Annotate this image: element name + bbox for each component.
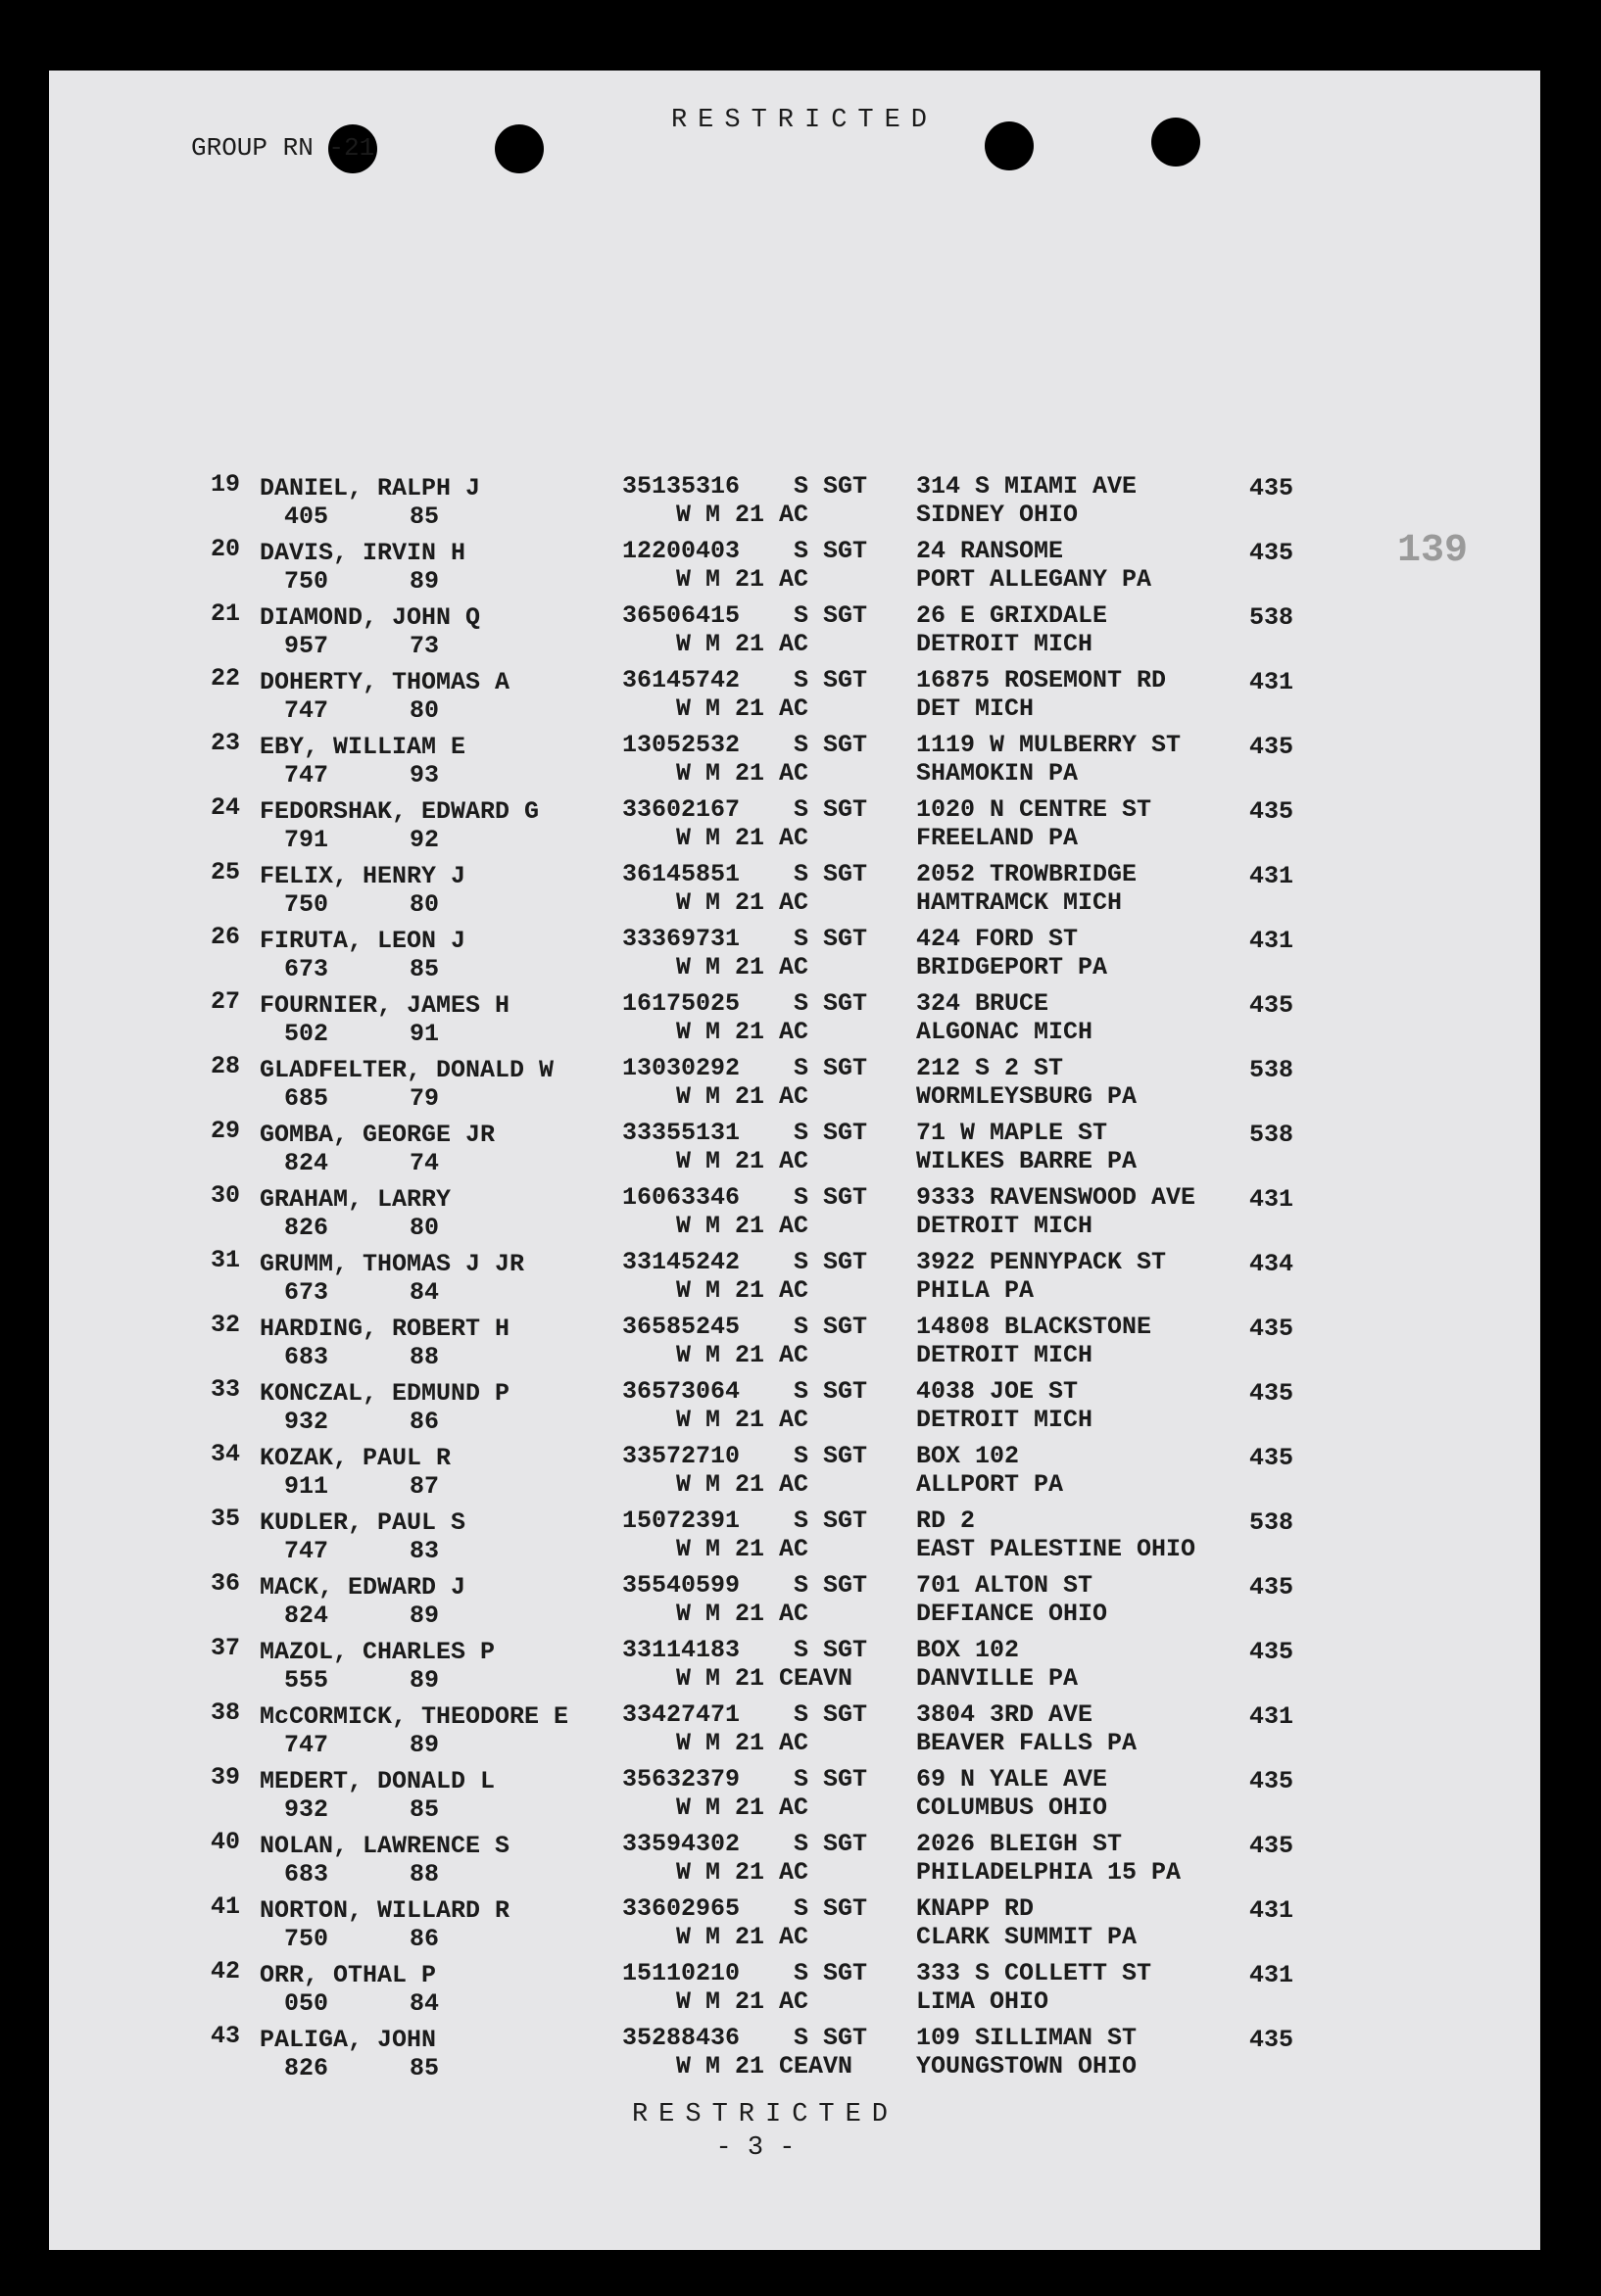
entry-number: 22	[210, 664, 240, 693]
serial-number: 33602965	[622, 1894, 741, 1923]
list-item	[49, 987, 1540, 1052]
rank: S SGT	[794, 795, 868, 824]
rank: S SGT	[794, 731, 868, 759]
unit-designation: W M 21 AC	[676, 1729, 809, 1757]
person-name: MAZOL, CHARLES P	[260, 1638, 496, 1666]
entry-code-a: 747	[284, 1537, 329, 1565]
entry-code-a: 911	[284, 1472, 329, 1501]
address-line-1: BOX 102	[916, 1442, 1020, 1470]
address-line-1: 9333 RAVENSWOOD AVE	[916, 1183, 1196, 1212]
serial-number: 33369731	[622, 925, 741, 953]
classification-code: 435	[1249, 1638, 1294, 1666]
classification-code: 435	[1249, 2026, 1294, 2054]
person-name: MEDERT, DONALD L	[260, 1767, 496, 1795]
person-name: McCORMICK, THEODORE E	[260, 1702, 569, 1731]
serial-number: 33572710	[622, 1442, 741, 1470]
unit-designation: W M 21 AC	[676, 1406, 809, 1434]
classification-code: 435	[1249, 991, 1294, 1020]
person-name: GLADFELTER, DONALD W	[260, 1056, 555, 1084]
list-item	[49, 1569, 1540, 1634]
entry-code-a: 750	[284, 1925, 329, 1953]
entry-code-a: 824	[284, 1149, 329, 1177]
entry-code-a: 555	[284, 1666, 329, 1695]
rank: S SGT	[794, 989, 868, 1018]
person-name: ORR, OTHAL P	[260, 1961, 437, 1989]
entry-code-b: 87	[410, 1472, 440, 1501]
address-line-2: ALLPORT PA	[916, 1470, 1064, 1499]
unit-designation: W M 21 AC	[676, 501, 809, 529]
unit-designation: W M 21 AC	[676, 1600, 809, 1628]
entry-code-b: 85	[410, 2054, 440, 2082]
unit-designation: W M 21 AC	[676, 1276, 809, 1305]
person-name: KONCZAL, EDMUND P	[260, 1379, 510, 1408]
entry-code-b: 91	[410, 1020, 440, 1048]
entry-code-b: 73	[410, 632, 440, 660]
entry-code-b: 89	[410, 1666, 440, 1695]
serial-number: 35135316	[622, 472, 741, 501]
unit-designation: W M 21 AC	[676, 953, 809, 981]
serial-number: 35288436	[622, 2024, 741, 2052]
address-line-2: PORT ALLEGANY PA	[916, 565, 1152, 594]
unit-designation: W M 21 AC	[676, 565, 809, 594]
unit-designation: W M 21 AC	[676, 630, 809, 658]
unit-designation: W M 21 AC	[676, 1212, 809, 1240]
list-item	[49, 1763, 1540, 1828]
entry-code-a: 824	[284, 1602, 329, 1630]
entry-code-a: 683	[284, 1343, 329, 1371]
entry-code-a: 747	[284, 761, 329, 789]
address-line-1: 26 E GRIXDALE	[916, 601, 1108, 630]
entry-code-a: 747	[284, 696, 329, 725]
classification-code: 431	[1249, 1896, 1294, 1925]
classification-code: 431	[1249, 668, 1294, 696]
person-name: DOHERTY, THOMAS A	[260, 668, 510, 696]
address-line-2: COLUMBUS OHIO	[916, 1794, 1108, 1822]
entry-code-b: 86	[410, 1408, 440, 1436]
person-name: NORTON, WILLARD R	[260, 1896, 510, 1925]
list-item	[49, 1440, 1540, 1505]
entry-code-b: 83	[410, 1537, 440, 1565]
address-line-2: DANVILLE PA	[916, 1664, 1079, 1693]
classification-code: 435	[1249, 1315, 1294, 1343]
address-line-1: 71 W MAPLE ST	[916, 1119, 1108, 1147]
entry-number: 43	[210, 2022, 240, 2050]
entry-code-a: 050	[284, 1989, 329, 2018]
address-line-1: 314 S MIAMI AVE	[916, 472, 1138, 501]
list-item	[49, 1246, 1540, 1311]
serial-number: 15110210	[622, 1959, 741, 1987]
entry-code-a: 932	[284, 1795, 329, 1824]
classification-code: 435	[1249, 1573, 1294, 1602]
unit-designation: W M 21 AC	[676, 1858, 809, 1887]
address-line-1: 14808 BLACKSTONE	[916, 1313, 1152, 1341]
entry-code-a: 405	[284, 502, 329, 531]
classification-code: 431	[1249, 1702, 1294, 1731]
person-name: HARDING, ROBERT H	[260, 1315, 510, 1343]
person-name: NOLAN, LAWRENCE S	[260, 1832, 510, 1860]
entry-code-a: 826	[284, 2054, 329, 2082]
address-line-1: 109 SILLIMAN ST	[916, 2024, 1138, 2052]
rank: S SGT	[794, 1830, 868, 1858]
address-line-1: 24 RANSOME	[916, 537, 1064, 565]
serial-number: 33145242	[622, 1248, 741, 1276]
rank: S SGT	[794, 1442, 868, 1470]
person-name: DIAMOND, JOHN Q	[260, 603, 481, 632]
entry-code-b: 84	[410, 1278, 440, 1307]
list-item	[49, 858, 1540, 923]
serial-number: 16175025	[622, 989, 741, 1018]
serial-number: 15072391	[622, 1507, 741, 1535]
address-line-2: FREELAND PA	[916, 824, 1079, 852]
rank: S SGT	[794, 537, 868, 565]
list-item	[49, 1957, 1540, 2022]
classification-code: 431	[1249, 862, 1294, 890]
address-line-2: LIMA OHIO	[916, 1987, 1049, 2016]
entry-number: 30	[210, 1181, 240, 1210]
list-item	[49, 1181, 1540, 1246]
address-line-2: YOUNGSTOWN OHIO	[916, 2052, 1138, 2081]
address-line-1: 212 S 2 ST	[916, 1054, 1064, 1082]
serial-number: 33602167	[622, 795, 741, 824]
rank: S SGT	[794, 1054, 868, 1082]
entry-code-b: 89	[410, 1731, 440, 1759]
address-line-1: 3922 PENNYPACK ST	[916, 1248, 1167, 1276]
address-line-1: 1119 W MULBERRY ST	[916, 731, 1182, 759]
serial-number: 33355131	[622, 1119, 741, 1147]
entry-code-b: 89	[410, 1602, 440, 1630]
person-name: GOMBA, GEORGE JR	[260, 1121, 496, 1149]
unit-designation: W M 21 AC	[676, 1082, 809, 1111]
entry-code-b: 88	[410, 1860, 440, 1889]
entry-code-a: 673	[284, 1278, 329, 1307]
entry-number: 25	[210, 858, 240, 886]
list-item	[49, 1311, 1540, 1375]
classification-code: 538	[1249, 1056, 1294, 1084]
classification-code: 538	[1249, 1121, 1294, 1149]
address-line-1: RD 2	[916, 1507, 976, 1535]
entry-code-a: 750	[284, 567, 329, 596]
list-item	[49, 1505, 1540, 1569]
entry-code-b: 80	[410, 696, 440, 725]
person-name: DAVIS, IRVIN H	[260, 539, 466, 567]
entry-code-a: 673	[284, 955, 329, 983]
entry-code-a: 791	[284, 826, 329, 854]
address-line-2: SIDNEY OHIO	[916, 501, 1079, 529]
list-item	[49, 1634, 1540, 1698]
address-line-2: DEFIANCE OHIO	[916, 1600, 1108, 1628]
address-line-2: HAMTRAMCK MICH	[916, 888, 1123, 917]
classification-code: 435	[1249, 1767, 1294, 1795]
address-line-2: ALGONAC MICH	[916, 1018, 1093, 1046]
list-item	[49, 1892, 1540, 1957]
unit-designation: W M 21 AC	[676, 824, 809, 852]
address-line-2: SHAMOKIN PA	[916, 759, 1079, 788]
address-line-1: 701 ALTON ST	[916, 1571, 1093, 1600]
list-item	[49, 599, 1540, 664]
serial-number: 33427471	[622, 1700, 741, 1729]
entry-code-a: 957	[284, 632, 329, 660]
entry-number: 39	[210, 1763, 240, 1792]
entry-code-b: 92	[410, 826, 440, 854]
list-item	[49, 1052, 1540, 1117]
classification-code: 434	[1249, 1250, 1294, 1278]
person-name: FOURNIER, JAMES H	[260, 991, 510, 1020]
entry-number: 21	[210, 599, 240, 628]
address-line-2: PHILADELPHIA 15 PA	[916, 1858, 1182, 1887]
footer-classification: RESTRICTED	[631, 2100, 899, 2129]
address-line-2: PHILA PA	[916, 1276, 1035, 1305]
entry-code-b: 79	[410, 1084, 440, 1113]
list-item	[49, 1828, 1540, 1892]
address-line-2: DET MICH	[916, 694, 1035, 723]
person-name: FIRUTA, LEON J	[260, 927, 466, 955]
entry-code-b: 85	[410, 502, 440, 531]
entry-number: 35	[210, 1505, 240, 1533]
entry-number: 26	[210, 923, 240, 951]
address-line-2: DETROIT MICH	[916, 630, 1093, 658]
rank: S SGT	[794, 1183, 868, 1212]
serial-number: 16063346	[622, 1183, 741, 1212]
address-line-1: BOX 102	[916, 1636, 1020, 1664]
address-line-1: 424 FORD ST	[916, 925, 1079, 953]
unit-designation: W M 21 AC	[676, 759, 809, 788]
person-name: KUDLER, PAUL S	[260, 1508, 466, 1537]
serial-number: 33594302	[622, 1830, 741, 1858]
entry-number: 24	[210, 793, 240, 822]
serial-number: 36506415	[622, 601, 741, 630]
address-line-2: CLARK SUMMIT PA	[916, 1923, 1138, 1951]
address-line-1: 16875 ROSEMONT RD	[916, 666, 1167, 694]
serial-number: 35632379	[622, 1765, 741, 1794]
roster-list	[49, 470, 1540, 2086]
classification-code: 435	[1249, 733, 1294, 761]
group-label: GROUP RN -21	[191, 133, 375, 163]
person-name: MACK, EDWARD J	[260, 1573, 466, 1602]
unit-designation: W M 21 AC	[676, 1923, 809, 1951]
address-line-1: 1020 N CENTRE ST	[916, 795, 1152, 824]
entry-number: 27	[210, 987, 240, 1016]
entry-code-a: 932	[284, 1408, 329, 1436]
address-line-2: DETROIT MICH	[916, 1341, 1093, 1369]
entry-code-b: 89	[410, 567, 440, 596]
rank: S SGT	[794, 1377, 868, 1406]
unit-designation: W M 21 AC	[676, 1987, 809, 2016]
rank: S SGT	[794, 925, 868, 953]
entry-number: 28	[210, 1052, 240, 1080]
rank: S SGT	[794, 666, 868, 694]
rank: S SGT	[794, 2024, 868, 2052]
rank: S SGT	[794, 1313, 868, 1341]
margin-page-note: 139	[1397, 529, 1469, 573]
entry-number: 29	[210, 1117, 240, 1145]
classification-code: 431	[1249, 1185, 1294, 1214]
unit-designation: W M 21 AC	[676, 888, 809, 917]
serial-number: 36145742	[622, 666, 741, 694]
person-name: GRAHAM, LARRY	[260, 1185, 452, 1214]
list-item	[49, 923, 1540, 987]
list-item	[49, 664, 1540, 729]
address-line-2: DETROIT MICH	[916, 1212, 1093, 1240]
classification-code: 435	[1249, 1379, 1294, 1408]
entry-code-b: 80	[410, 890, 440, 919]
unit-designation: W M 21 AC	[676, 694, 809, 723]
list-item	[49, 729, 1540, 793]
entry-code-b: 80	[410, 1214, 440, 1242]
rank: S SGT	[794, 1894, 868, 1923]
classification-code: 431	[1249, 1961, 1294, 1989]
unit-designation: W M 21 AC	[676, 1018, 809, 1046]
address-line-1: 3804 3RD AVE	[916, 1700, 1093, 1729]
list-item	[49, 2022, 1540, 2086]
serial-number: 35540599	[622, 1571, 741, 1600]
entry-number: 32	[210, 1311, 240, 1339]
list-item	[49, 1117, 1540, 1181]
classification-code: 538	[1249, 603, 1294, 632]
person-name: GRUMM, THOMAS J JR	[260, 1250, 525, 1278]
entry-code-b: 74	[410, 1149, 440, 1177]
entry-code-a: 750	[284, 890, 329, 919]
classification-code: 538	[1249, 1508, 1294, 1537]
entry-code-b: 85	[410, 1795, 440, 1824]
address-line-1: 324 BRUCE	[916, 989, 1049, 1018]
address-line-1: 333 S COLLETT ST	[916, 1959, 1152, 1987]
serial-number: 12200403	[622, 537, 741, 565]
address-line-1: 2052 TROWBRIDGE	[916, 860, 1138, 888]
address-line-2: BRIDGEPORT PA	[916, 953, 1108, 981]
entry-code-a: 502	[284, 1020, 329, 1048]
document-page	[49, 71, 1540, 2250]
entry-code-b: 85	[410, 955, 440, 983]
entry-number: 20	[210, 535, 240, 563]
person-name: EBY, WILLIAM E	[260, 733, 466, 761]
entry-number: 37	[210, 1634, 240, 1662]
entry-code-a: 826	[284, 1214, 329, 1242]
list-item	[49, 1698, 1540, 1763]
entry-code-a: 683	[284, 1860, 329, 1889]
rank: S SGT	[794, 1765, 868, 1794]
unit-designation: W M 21 AC	[676, 1470, 809, 1499]
serial-number: 13030292	[622, 1054, 741, 1082]
rank: S SGT	[794, 472, 868, 501]
rank: S SGT	[794, 1119, 868, 1147]
address-line-2: EAST PALESTINE OHIO	[916, 1535, 1196, 1563]
serial-number: 33114183	[622, 1636, 741, 1664]
serial-number: 36573064	[622, 1377, 741, 1406]
classification-code: 435	[1249, 1444, 1294, 1472]
entry-number: 41	[210, 1892, 240, 1921]
classification-code: 435	[1249, 474, 1294, 502]
rank: S SGT	[794, 1507, 868, 1535]
entry-number: 19	[210, 470, 240, 499]
rank: S SGT	[794, 1248, 868, 1276]
entry-number: 34	[210, 1440, 240, 1468]
serial-number: 36585245	[622, 1313, 741, 1341]
rank: S SGT	[794, 860, 868, 888]
entry-code-b: 93	[410, 761, 440, 789]
address-line-2: DETROIT MICH	[916, 1406, 1093, 1434]
rank: S SGT	[794, 1636, 868, 1664]
person-name: KOZAK, PAUL R	[260, 1444, 452, 1472]
address-line-1: 4038 JOE ST	[916, 1377, 1079, 1406]
list-item	[49, 1375, 1540, 1440]
unit-designation: W M 21 CEAVN	[676, 1664, 853, 1693]
serial-number: 13052532	[622, 731, 741, 759]
classification-code: 435	[1249, 539, 1294, 567]
entry-number: 40	[210, 1828, 240, 1856]
address-line-1: KNAPP RD	[916, 1894, 1035, 1923]
page-number: - 3 -	[715, 2133, 796, 2163]
address-line-2: WORMLEYSBURG PA	[916, 1082, 1138, 1111]
entry-code-b: 86	[410, 1925, 440, 1953]
header-classification: RESTRICTED	[670, 106, 939, 135]
entry-number: 38	[210, 1698, 240, 1727]
classification-code: 435	[1249, 1832, 1294, 1860]
address-line-2: BEAVER FALLS PA	[916, 1729, 1138, 1757]
classification-code: 435	[1249, 797, 1294, 826]
list-item	[49, 793, 1540, 858]
serial-number: 36145851	[622, 860, 741, 888]
rank: S SGT	[794, 1700, 868, 1729]
list-item	[49, 535, 1540, 599]
person-name: FELIX, HENRY J	[260, 862, 466, 890]
address-line-1: 69 N YALE AVE	[916, 1765, 1108, 1794]
entry-number: 31	[210, 1246, 240, 1274]
unit-designation: W M 21 AC	[676, 1794, 809, 1822]
entry-code-a: 747	[284, 1731, 329, 1759]
rank: S SGT	[794, 1571, 868, 1600]
unit-designation: W M 21 AC	[676, 1147, 809, 1175]
entry-number: 33	[210, 1375, 240, 1404]
entry-number: 42	[210, 1957, 240, 1985]
person-name: FEDORSHAK, EDWARD G	[260, 797, 540, 826]
classification-code: 431	[1249, 927, 1294, 955]
list-item	[49, 470, 1540, 535]
person-name: PALIGA, JOHN	[260, 2026, 437, 2054]
unit-designation: W M 21 AC	[676, 1341, 809, 1369]
entry-code-b: 84	[410, 1989, 440, 2018]
address-line-2: WILKES BARRE PA	[916, 1147, 1138, 1175]
person-name: DANIEL, RALPH J	[260, 474, 481, 502]
unit-designation: W M 21 AC	[676, 1535, 809, 1563]
entry-number: 36	[210, 1569, 240, 1598]
rank: S SGT	[794, 1959, 868, 1987]
unit-designation: W M 21 CEAVN	[676, 2052, 853, 2081]
address-line-1: 2026 BLEIGH ST	[916, 1830, 1123, 1858]
entry-code-b: 88	[410, 1343, 440, 1371]
entry-code-a: 685	[284, 1084, 329, 1113]
rank: S SGT	[794, 601, 868, 630]
entry-number: 23	[210, 729, 240, 757]
